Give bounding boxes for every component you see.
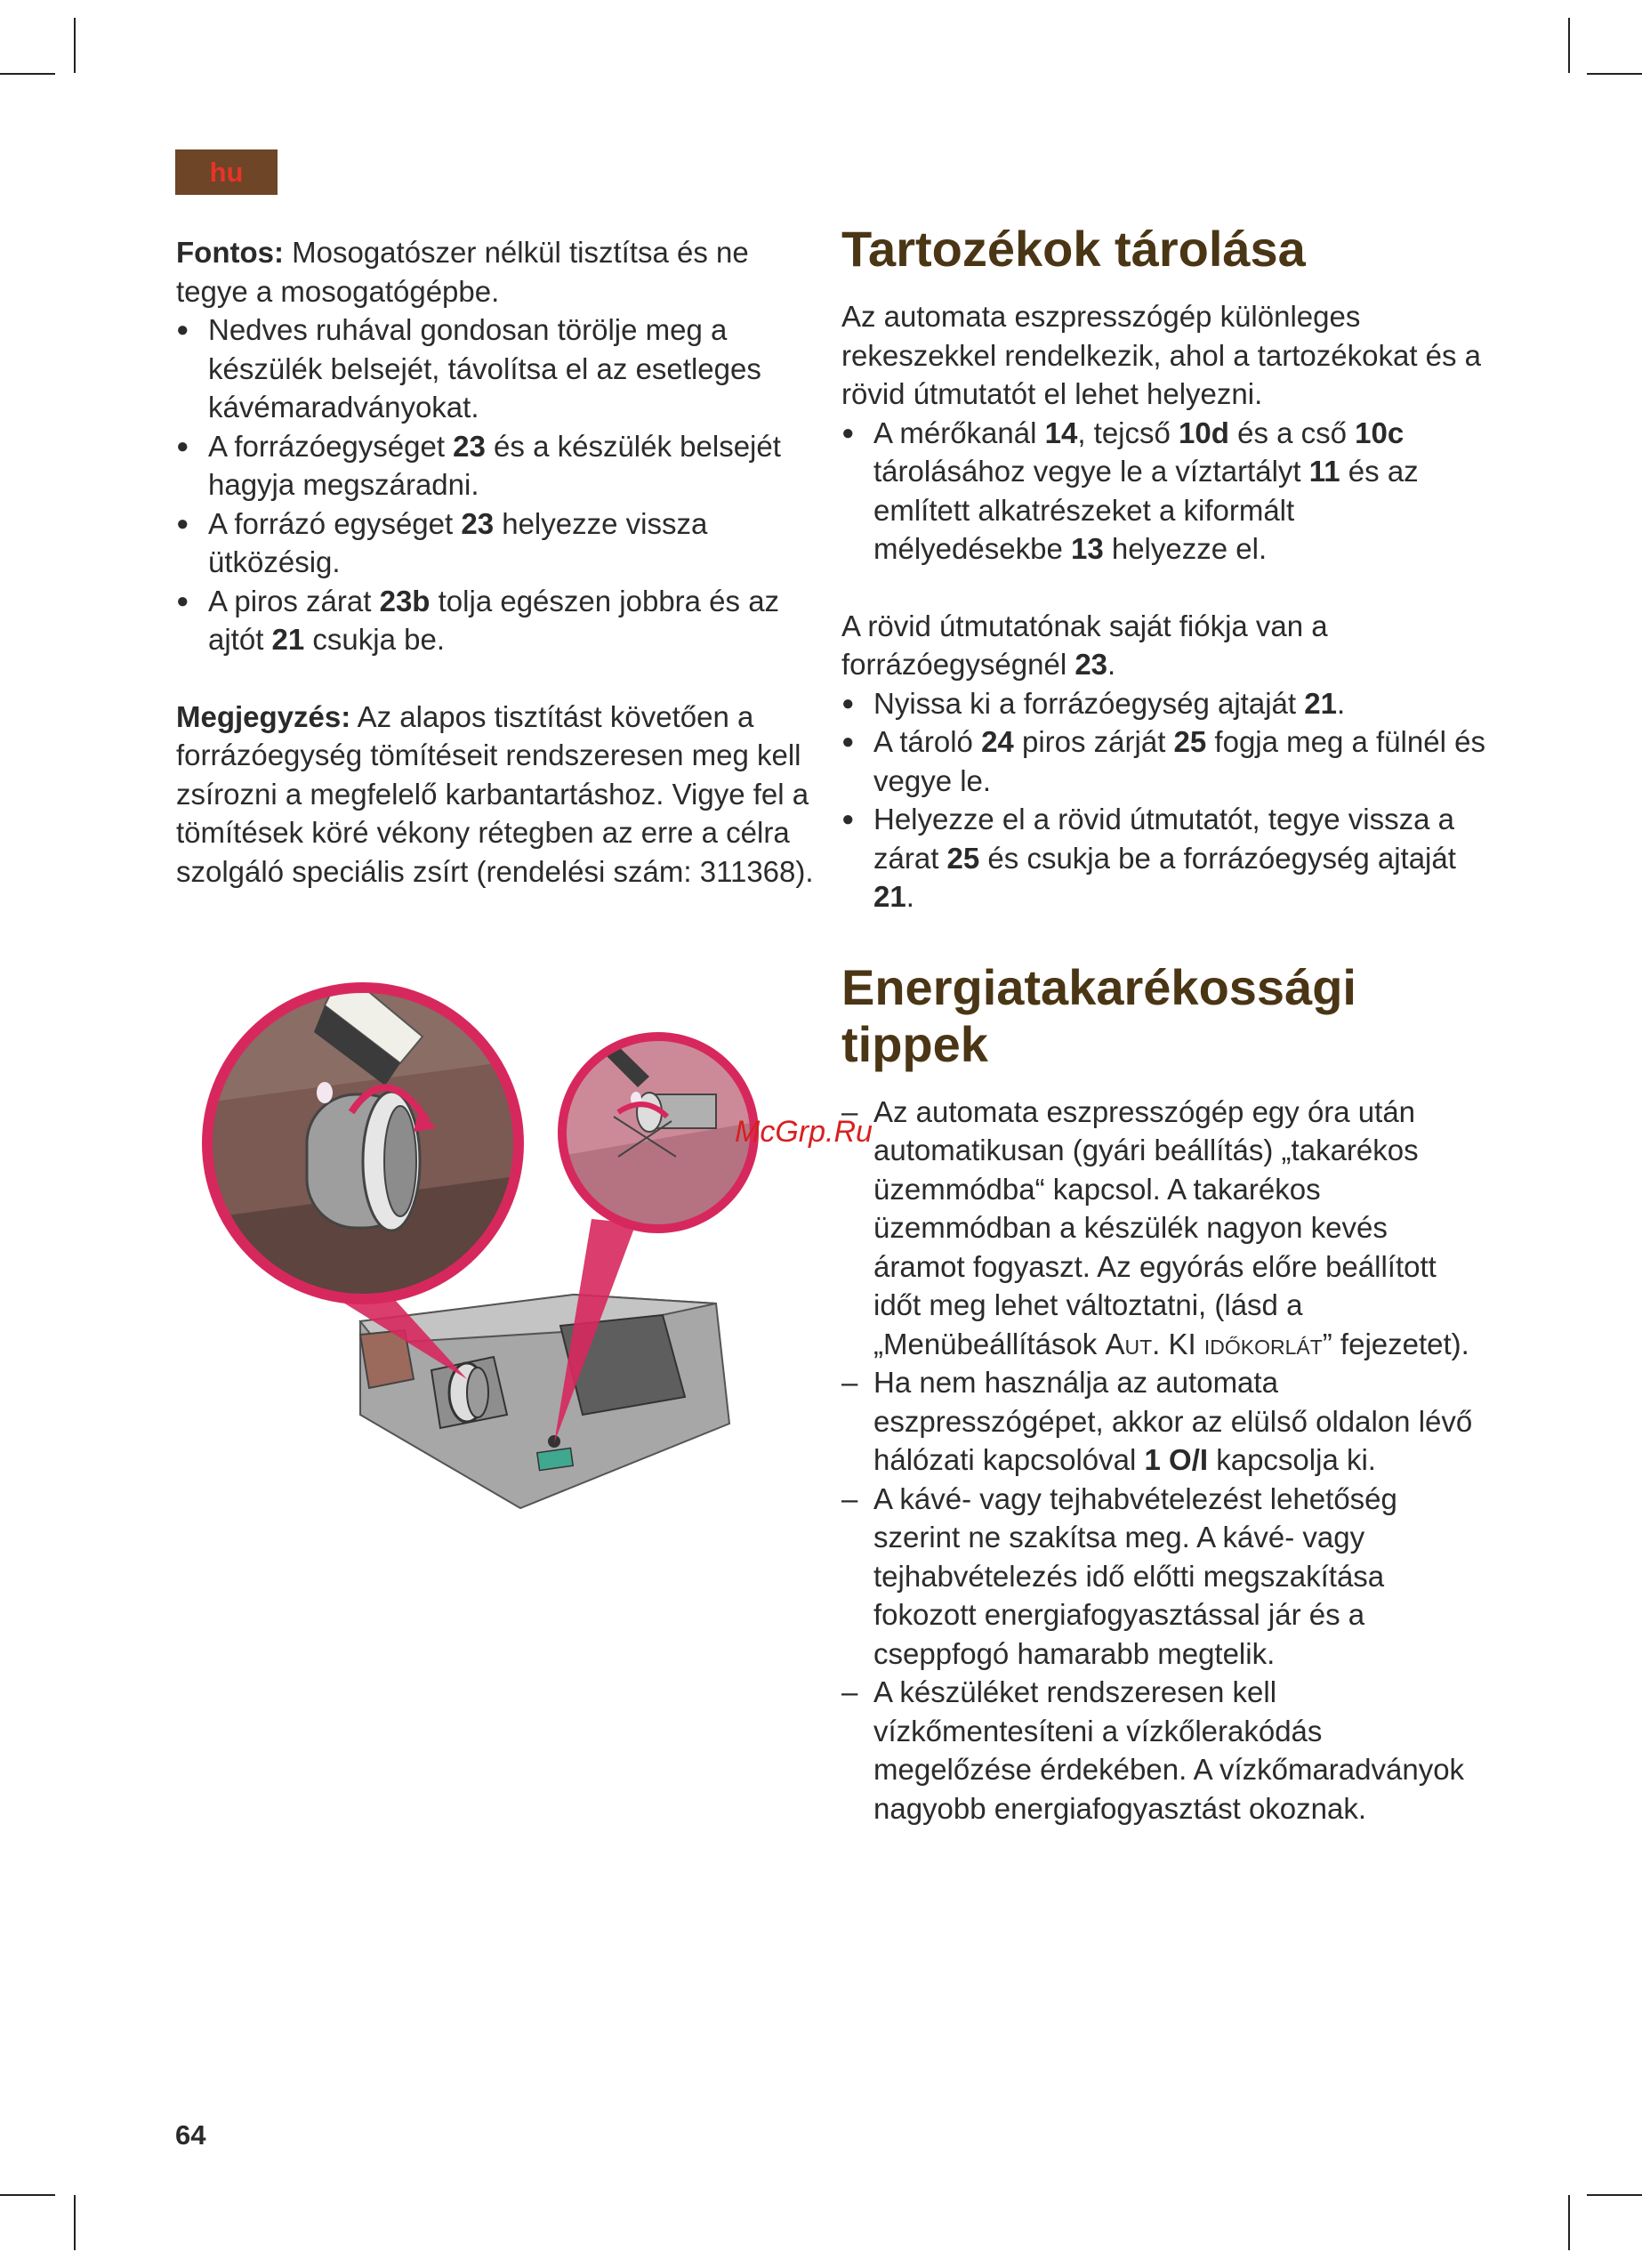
list-item: – Ha nem használja az automata eszpresszógépet, akkor az elülső oldalon lévő hálózati kapcsolóval 1 O/I kapcsolja ki.	[841, 1363, 1486, 1480]
crop-mark	[1587, 2194, 1642, 2196]
list-item: ● A forrázó egységet 23 helyezze vissza ütközésig.	[176, 504, 817, 582]
language-tab	[175, 149, 278, 195]
section-heading-accessories: Tartozékok tárolása	[841, 221, 1306, 277]
crop-mark	[0, 2194, 55, 2196]
crop-mark	[1568, 18, 1570, 73]
list-item: – A készüléket rendszeresen kell vízkőmentesíteni a vízkőlerakódás megelőzése érdekében. A vízkőmaradványok nagyobb energiafogyasztást okoznak.	[841, 1673, 1486, 1828]
list-item: ● Nedves ruhával gondosan törölje meg a készülék belsejét, távolítsa el az esetleges kávémaradványokat.	[176, 311, 817, 427]
crop-mark	[0, 73, 55, 75]
list-item: – A kávé- vagy tejhabvételezést lehetőség szerint ne szakítsa meg. A kávé- vagy tejhabvételezés idő előtti megszakítása fokozott energiafogyasztással jár és a cseppfogó hamarabb megtelik.	[841, 1480, 1486, 1674]
crop-mark	[74, 2195, 76, 2250]
left-column	[176, 233, 817, 891]
brewing-unit-illustration	[200, 952, 823, 1521]
accessories-list	[841, 414, 1486, 569]
note-paragraph	[176, 698, 817, 892]
section-heading-energy: Energiatakarékossági tippek	[841, 958, 1356, 1072]
list-item: ● Nyissa ki a forrázóegység ajtaját 21.	[841, 684, 1486, 723]
important-label: Fontos:	[176, 236, 284, 269]
language-code: hu	[209, 156, 244, 188]
watermark: McGrp.Ru	[735, 1115, 873, 1149]
page-number: 64	[175, 2119, 206, 2151]
short-guide-paragraph: A rövid útmutatónak saját fiókja van a forrázóegységnél 23.	[841, 609, 1328, 681]
important-text: Mosogatószer nélkül tisztítsa és ne tegye a mosogatógépbe.	[176, 236, 749, 308]
list-item: ● Helyezze el a rövid útmutatót, tegye vissza a zárat 25 és csukja be a forrázóegység ajtaját 21.	[841, 800, 1486, 916]
crop-mark	[1587, 73, 1642, 75]
important-paragraph	[176, 233, 817, 311]
list-item: ● A forrázóegységet 23 és a készülék belsejét hagyja megszáradni.	[176, 427, 817, 504]
crop-mark	[74, 18, 76, 73]
note-text: Az alapos tisztítást követően a forrázóegység tömítéseit rendszeresen meg kell zsírozni a megfelelő karbantartáshoz. Vigye fel a tömítések köré vékony rétegben az erre a célra szolgáló speciális zsírt (rendelési szám: 311368).	[176, 699, 814, 888]
note-label: Megjegyzés:	[176, 699, 351, 733]
short-guide-list	[841, 684, 1486, 916]
energy-tips-list	[841, 1093, 1486, 1828]
cleaning-steps-list	[176, 311, 817, 659]
accessories-intro: Az automata eszpresszógép különleges rekeszekkel rendelkezik, ahol a tartozékokat és a rövid útmutatót el lehet helyezni.	[841, 300, 1482, 410]
gasket-detail-callout	[200, 970, 529, 1308]
list-item: ● A piros zárat 23b tolja egészen jobbra és az ajtót 21 csukja be.	[176, 582, 817, 659]
list-item: – Az automata eszpresszógép egy óra után automatikusan (gyári beállítás) „takarékos üzemmódba“ kapcsol. A takarékos üzemmódban a készülék nagyon kevés áramot fogyaszt. Az egyórás előre beállított időt meg lehet változtatni, (lásd a „Menübeállítások Aut. KI időkorlát” fejezetet).	[841, 1093, 1486, 1364]
list-item: ● A mérőkanál 14, tejcső 10d és a cső 10c tárolásához vegye le a víztartályt 11 és az említett alkatrészeket a kiformált mélyedésekbe 13 helyezze el.	[841, 414, 1486, 569]
crop-mark	[1568, 2195, 1570, 2250]
list-item: ● A tároló 24 piros zárját 25 fogja meg a fülnél és vegye le.	[841, 722, 1486, 800]
right-column	[841, 221, 1486, 1828]
